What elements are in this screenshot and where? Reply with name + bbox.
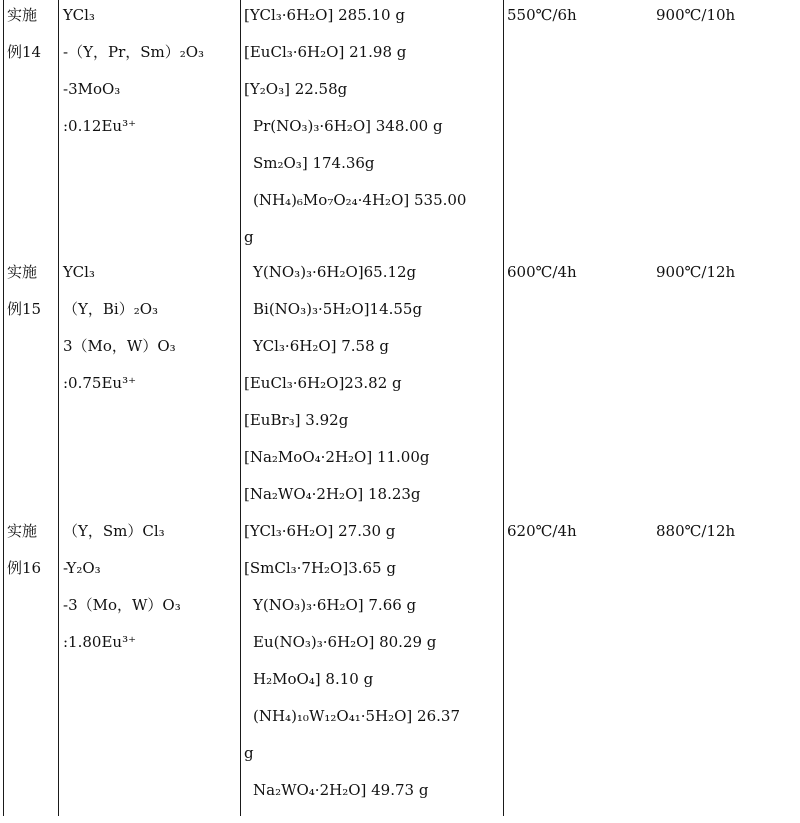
- material-line: g: [244, 228, 254, 246]
- material-line: [EuBr₃] 3.92g: [244, 411, 349, 429]
- formula-line: YCl₃: [63, 263, 95, 281]
- formula-line: YCl₃: [63, 6, 95, 24]
- material-line: g: [244, 744, 254, 762]
- calcination-temp: 620℃/4h: [507, 522, 577, 540]
- material-line: Na₂WO₄·2H₂O] 49.73 g: [253, 781, 429, 799]
- material-line: [Na₂WO₄·2H₂O] 18.23g: [244, 485, 421, 503]
- formula-line: 3（Mo，W）O₃: [63, 337, 176, 355]
- formula-line: -Y₂O₃: [63, 559, 101, 577]
- material-line: [YCl₃·6H₂O] 27.30 g: [244, 522, 396, 540]
- formula-line: -3MoO₃: [63, 80, 121, 98]
- sintering-temp: 900℃/10h: [656, 6, 736, 24]
- calcination-temp: 600℃/4h: [507, 263, 577, 281]
- material-line: H₂MoO₄] 8.10 g: [253, 670, 374, 688]
- example-label: 实施: [7, 263, 38, 281]
- material-line: Eu(NO₃)₃·6H₂O] 80.29 g: [253, 633, 437, 651]
- formula-line: :0.12Eu³⁺: [63, 117, 136, 135]
- material-line: YCl₃·6H₂O] 7.58 g: [253, 337, 390, 355]
- table-border-left: [3, 0, 4, 816]
- formula-line: （Y，Bi）₂O₃: [63, 300, 159, 318]
- material-line: (NH₄)₁₀W₁₂O₄₁·5H₂O] 26.37: [253, 707, 460, 725]
- material-line: Sm₂O₃] 174.36g: [253, 154, 375, 172]
- column-divider-1: [58, 0, 59, 816]
- material-line: [EuCl₃·6H₂O] 21.98 g: [244, 43, 407, 61]
- formula-line: （Y，Sm）Cl₃: [63, 522, 165, 540]
- material-line: Bi(NO₃)₃·5H₂O]14.55g: [253, 300, 423, 318]
- column-divider-2: [240, 0, 241, 816]
- example-label: 实施: [7, 522, 38, 540]
- formula-line: :0.75Eu³⁺: [63, 374, 136, 392]
- material-line: [SmCl₃·7H₂O]3.65 g: [244, 559, 396, 577]
- example-label: 例16: [7, 559, 42, 577]
- material-line: [EuCl₃·6H₂O]23.82 g: [244, 374, 402, 392]
- formula-line: :1.80Eu³⁺: [63, 633, 136, 651]
- sintering-temp: 900℃/12h: [656, 263, 736, 281]
- formula-line: -（Y，Pr，Sm）₂O₃: [63, 43, 205, 61]
- example-label: 实施: [7, 6, 38, 24]
- calcination-temp: 550℃/6h: [507, 6, 577, 24]
- example-label: 例15: [7, 300, 42, 318]
- material-line: (NH₄)₆Mo₇O₂₄·4H₂O] 535.00: [253, 191, 467, 209]
- formula-line: -3（Mo，W）O₃: [63, 596, 181, 614]
- material-line: Y(NO₃)₃·6H₂O]65.12g: [253, 263, 417, 281]
- material-line: [YCl₃·6H₂O] 285.10 g: [244, 6, 405, 24]
- example-label: 例14: [7, 43, 42, 61]
- material-line: [Y₂O₃] 22.58g: [244, 80, 348, 98]
- material-line: Pr(NO₃)₃·6H₂O] 348.00 g: [253, 117, 443, 135]
- column-divider-3: [503, 0, 504, 816]
- material-line: [Na₂MoO₄·2H₂O] 11.00g: [244, 448, 430, 466]
- material-line: Y(NO₃)₃·6H₂O] 7.66 g: [253, 596, 417, 614]
- sintering-temp: 880℃/12h: [656, 522, 736, 540]
